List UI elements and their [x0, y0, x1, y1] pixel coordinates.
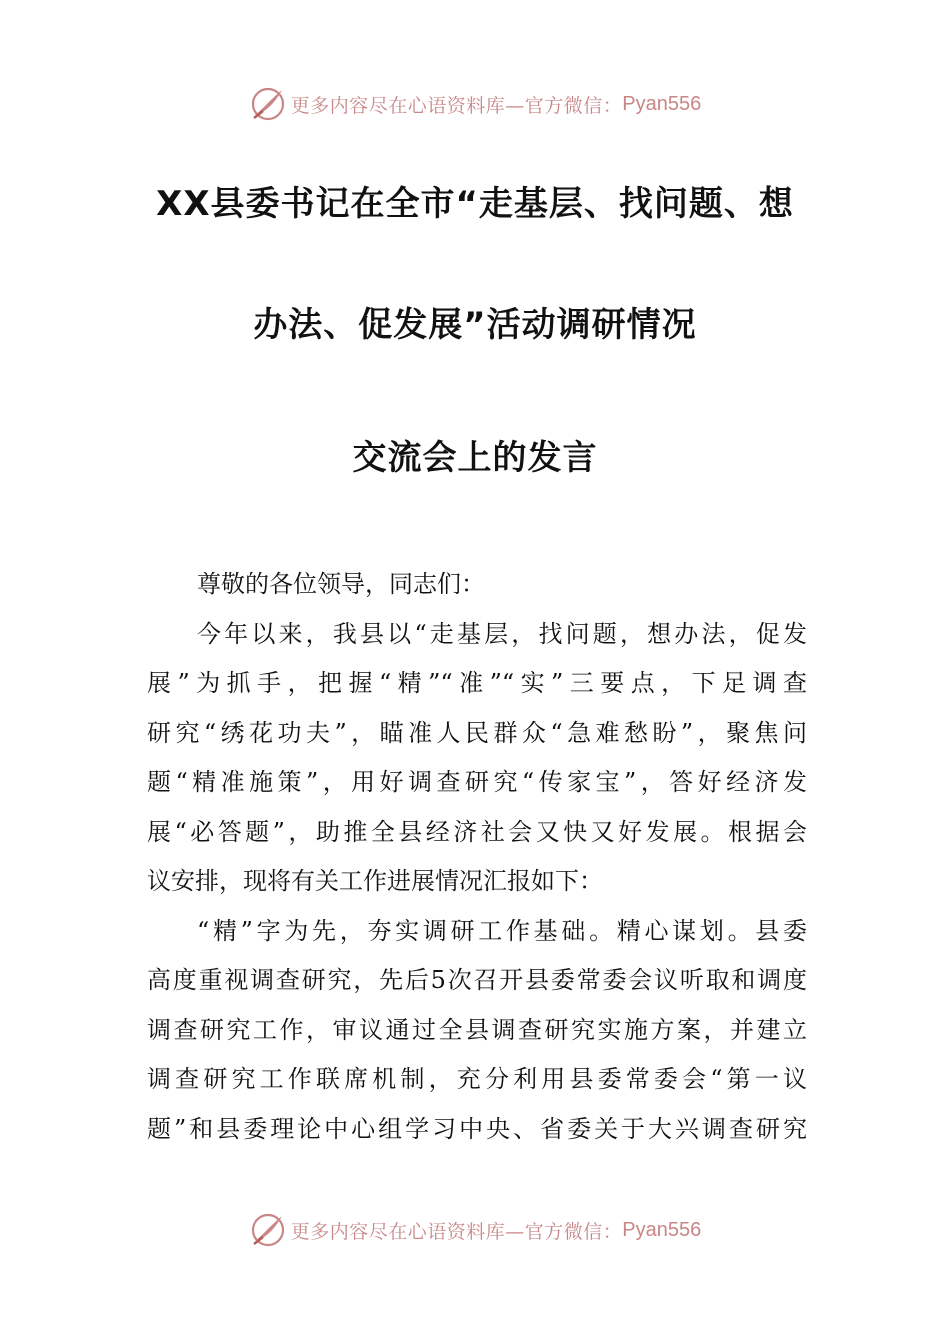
paragraph-line: 展“必答题”，助推全县经济社会又快又好发展。根据会 [147, 817, 807, 846]
document-body [147, 560, 807, 1154]
paragraph-line: 高度重视调查研究，先后5次召开县委常委会议听取和调度 [147, 966, 807, 994]
quill-pen-circle-icon [249, 85, 287, 123]
watermark-text: 更多内容尽在心语资料库—官方微信： [290, 94, 623, 117]
document-title-line-1: XX县委书记在全市“走基层、找问题、想 [156, 184, 794, 224]
paragraph-line: 题”和县委理论中心组学习中央、省委关于大兴调查研究 [147, 1114, 807, 1143]
paragraph-line: 调查研究工作，审议通过全县调查研究实施方案，并建立 [147, 1015, 807, 1044]
watermark-banner-top [0, 84, 950, 124]
watermark-banner-bottom [0, 1210, 950, 1250]
watermark-wechat-id: Pyan556 [622, 92, 702, 115]
paragraph-line: 议安排，现将有关工作进展情况汇报如下： [147, 867, 603, 895]
salutation: 尊敬的各位领导，同志们： [197, 570, 485, 598]
document-title-line-3: 交流会上的发言 [352, 438, 598, 478]
quill-pen-circle-icon [249, 1211, 287, 1249]
watermark-text: 更多内容尽在心语资料库—官方微信： [290, 1220, 623, 1243]
watermark-wechat-id: Pyan556 [622, 1218, 702, 1241]
paragraph-line: 研究“绣花功夫”，瞄准人民群众“急难愁盼”，聚焦问 [147, 718, 807, 747]
paragraph-line: “精”字为先，夯实调研工作基础。精心谋划。县委 [197, 916, 807, 945]
paragraph-line: 调查研究工作联席机制，充分利用县委常委会“第一议 [147, 1065, 807, 1093]
paragraph-line: 展”为抓手，把握“精”“准”“实”三要点，下足调查 [147, 669, 807, 697]
document-title-line-2: 办法、促发展”活动调研情况 [253, 305, 697, 345]
paragraph-line: 今年以来，我县以“走基层，找问题，想办法，促发 [197, 619, 807, 648]
paragraph-line: 题“精准施策”，用好调查研究“传家宝”，答好经济发 [147, 768, 807, 796]
